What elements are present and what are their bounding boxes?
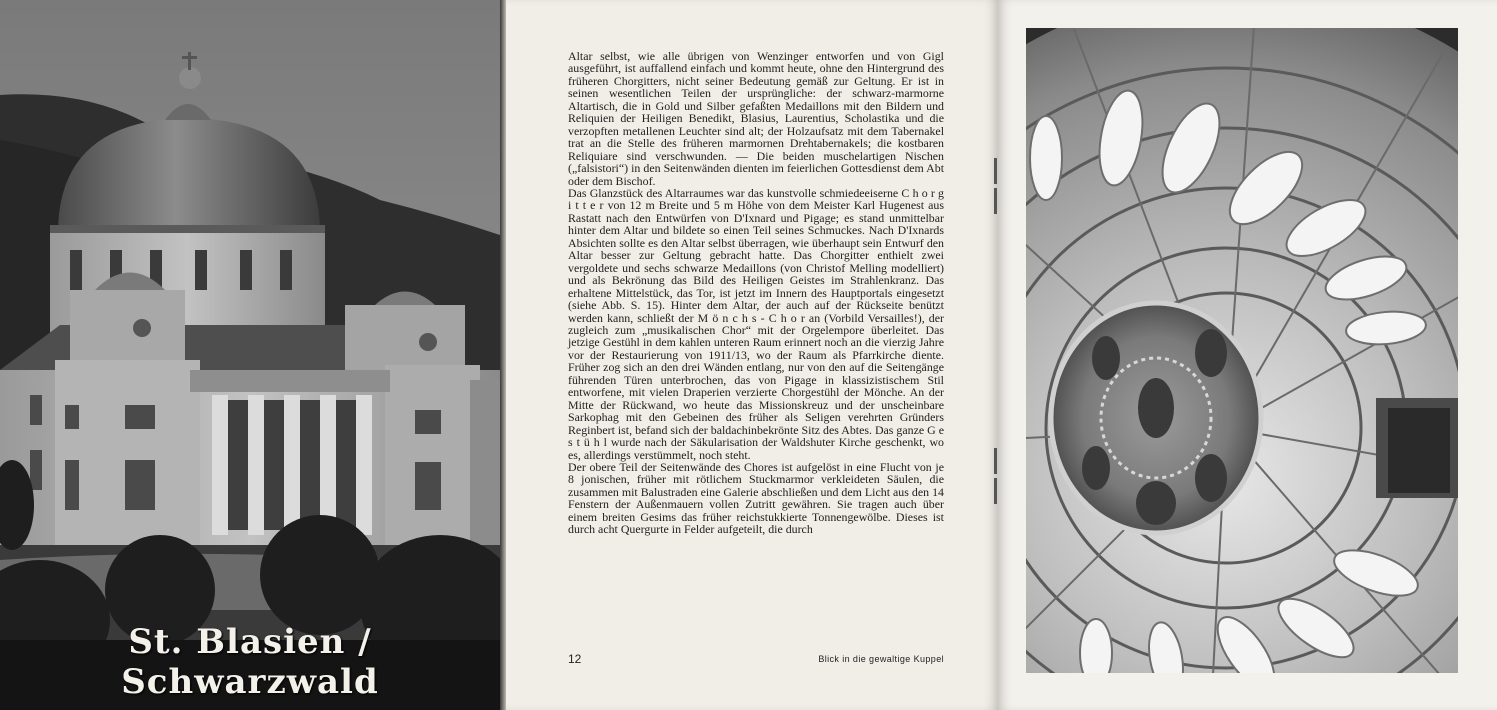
booklet-cover bbox=[0, 0, 500, 710]
dome-interior-photo bbox=[1026, 28, 1458, 673]
staple-bottom bbox=[994, 448, 997, 474]
text-page-12 bbox=[506, 0, 998, 710]
cathedral-photo bbox=[0, 0, 500, 710]
photo-caption: Blick in die gewaltige Kuppel bbox=[818, 654, 944, 664]
cover-title: St. Blasien / Schwarzwald bbox=[121, 622, 379, 702]
paragraph-altar: Altar selbst, wie alle übrigen von Wenzinger entworfen und von Gigl ausgeführt, ist auffallend einfach und kommt heute, ohne den Hintergrund des früheren Chorgitters, nicht seiner Bedeutung gemäß zur Geltung. Er ist in seinen wesentlichen Teilen der ursprüngliche: der schwarz-marmorne Altartisch, die in Gold und Silber gefaßten Medaillons mit den Bildern und Reliquien der Heiligen Benedikt, Blasius, Laurentius, Scholastika und die verzopften metallenen Leuchter sind alt; der Holzaufsatz mit dem Tabernakel trat an die Stelle des früheren marmornen Drehtabernakels; die kostbaren Reliquiare sind verschwunden. — Die beiden muschelartigen Nischen („falsistori“) in den Seitenwänden dienten im feierlichen Gottesdienst dem Abt oder dem Bischof. bbox=[568, 49, 944, 188]
photo-page bbox=[998, 0, 1497, 710]
paragraph-chorgitter: Das Glanzstück des Altarraumes war das kunstvolle schmiedeeiserne C h o r g i t t e r von 12 m Breite und 5 m Höhe von dem Meister Karl Hugenest aus Rastatt nach den Entwürfen von D'Ixnard und Pigage; es stand unmittelbar hinter dem Altar und bildete so einen Teil seines Schmuckes. Nach D'Ixnards Absichten sollte es den Altar selbst überragen, wie überhaupt sein Entwurf den Altar besser zur Geltung gebracht hatte. Das Chorgitter enthielt zwei vergoldete und sechs schwarze Medaillons (von Christof Melling modelliert) und als Bekrönung das Bild des Heiligen Geistes im Strahlenkranz. Das erhaltene Mittelstück, das Tor, ist jetzt im Innern des Hauptportals eingesetzt (siehe Abb. S. 15). Hinter dem Altar, der auch auf der Rückseite benützt werden kann, schließt der M ö n c h s - C h o r an (Vorbild Versailles!), der zugleich zum „musikalischen Chor“ mit der Orgelempore überleitet. Das jetzige Gestühl in dem kahlen unteren Raum erinnert noch an die vierzig Jahre vor der Restaurierung von 1911/13, wo der Raum als Pfarrkirche diente. Früher zog sich an den drei Wänden entlang, nur von den auf die Seitengänge führenden Türen unterbrochen, das von Pigage in klassizistischem Stil entworfene, mit vielen Draperien verzierte Chorgestühl der Mönche. An der Mitte der Rückwand, wo heute das Missionskreuz und der unscheinbare Sarkophag mit den Gebeinen des früher als Seligen verehrten Gründers Reginbert ist, befand sich der baldachinbekrönte Sitz des Abtes. Das ganze G e s t ü h l wurde nach der Säkularisation der Waldshuter Kirche geschenkt, wo es, allerdings verstümmelt, noch steht. bbox=[568, 185, 944, 462]
dome-photo-drawing bbox=[1026, 28, 1458, 673]
staple-bottom-2 bbox=[994, 478, 997, 504]
page-number: 12 bbox=[568, 652, 582, 666]
paragraph-choir-walls: Der obere Teil der Seitenwände des Chores ist aufgelöst in eine Flucht von je 8 jonischen, früher mit rötlichem Stuckmarmor verkleideten Säulen, die zusammen mit Balustraden eine Galerie abschließen und dem Licht aus den 14 Fenstern der Außenmauern vollen Zutritt gewähren. Sie tragen auch über einem breiten Gesims das früher reichstukkierte Tonnengewölbe. Dieses ist durch acht Quergurte in Felder aufgeteilt, die durch bbox=[568, 459, 944, 537]
page-text-body bbox=[568, 50, 944, 536]
staple-top bbox=[994, 158, 997, 184]
staple-top-2 bbox=[994, 188, 997, 214]
